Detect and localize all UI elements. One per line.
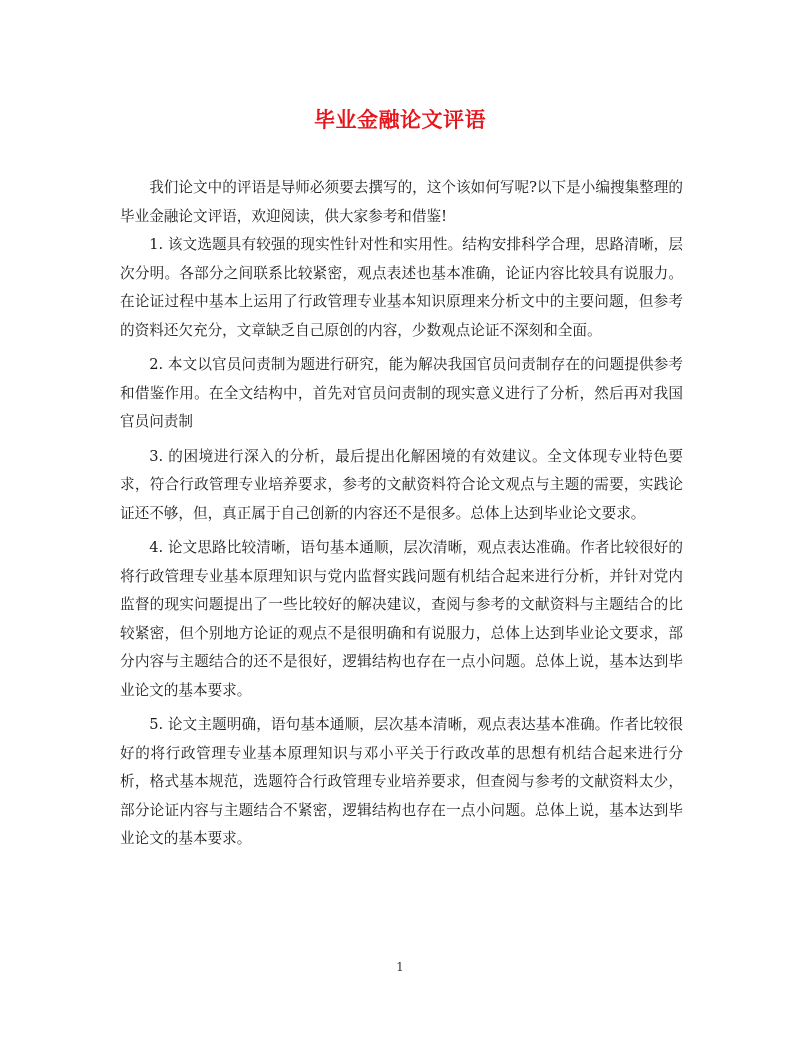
document-title: 毕业金融论文评语	[314, 107, 486, 132]
comment-paragraph-1: 1. 该文选题具有较强的现实性针对性和实用性。结构安排科学合理，思路清晰，层次分明。各部分之间联系比较紧密，观点表述也基本准确，论证内容比较具有说服力。在论证过程中基本上运用了行政管理专业基本知识原理来分析文中的主要问题，但参考的资料还欠充分，文章缺乏自己原创的内容，少数观点论证不深刻和全面。	[120, 236, 683, 339]
comment-paragraph-2: 2. 本文以官员问责制为题进行研究，能为解决我国官员问责制存在的问题提供参考和借鉴作用。在全文结构中，首先对官员问责制的现实意义进行了分析，然后再对我国官员问责制	[120, 356, 683, 430]
page-number: 1	[396, 960, 404, 974]
comment-paragraph-5: 5. 论文主题明确，语句基本通顺，层次基本清晰，观点表达基本准确。作者比较很好的将行政管理专业基本原理知识与邓小平关于行政改革的思想有机结合起来进行分析，格式基本规范，选题符合行政管理专业培养要求，但查阅与参考的文献资料太少，部分论证内容与主题结合不紧密，逻辑结构也存在一点小问题。总体上说，基本达到毕业论文的基本要求。	[120, 716, 683, 847]
comment-paragraph-4: 4. 论文思路比较清晰，语句基本通顺，层次清晰，观点表达准确。作者比较很好的将行政管理专业基本原理知识与党内监督实践问题有机结合起来进行分析，并针对党内监督的现实问题提出了一些比较好的解决建议，查阅与参考的文献资料与主题结合的比较紧密，但个别地方论证的观点不是很明确和有说服力，总体上达到毕业论文要求，部分内容与主题结合的还不是很好，逻辑结构也存在一点小问题。总体上说，基本达到毕业论文的基本要求。	[120, 539, 683, 699]
comment-paragraph-3: 3. 的困境进行深入的分析，最后提出化解困境的有效建议。全文体现专业特色要求，符合行政管理专业培养要求，参考的文献资料符合论文观点与主题的需要，实践论证还不够，但，真正属于自己创新的内容还不是很多。总体上达到毕业论文要求。	[120, 447, 683, 522]
document-body	[120, 174, 683, 860]
intro-paragraph: 我们论文中的评语是导师必须要去撰写的，这个该如何写呢?以下是小编搜集整理的毕业金融论文评语，欢迎阅读，供大家参考和借鉴!	[120, 179, 683, 225]
